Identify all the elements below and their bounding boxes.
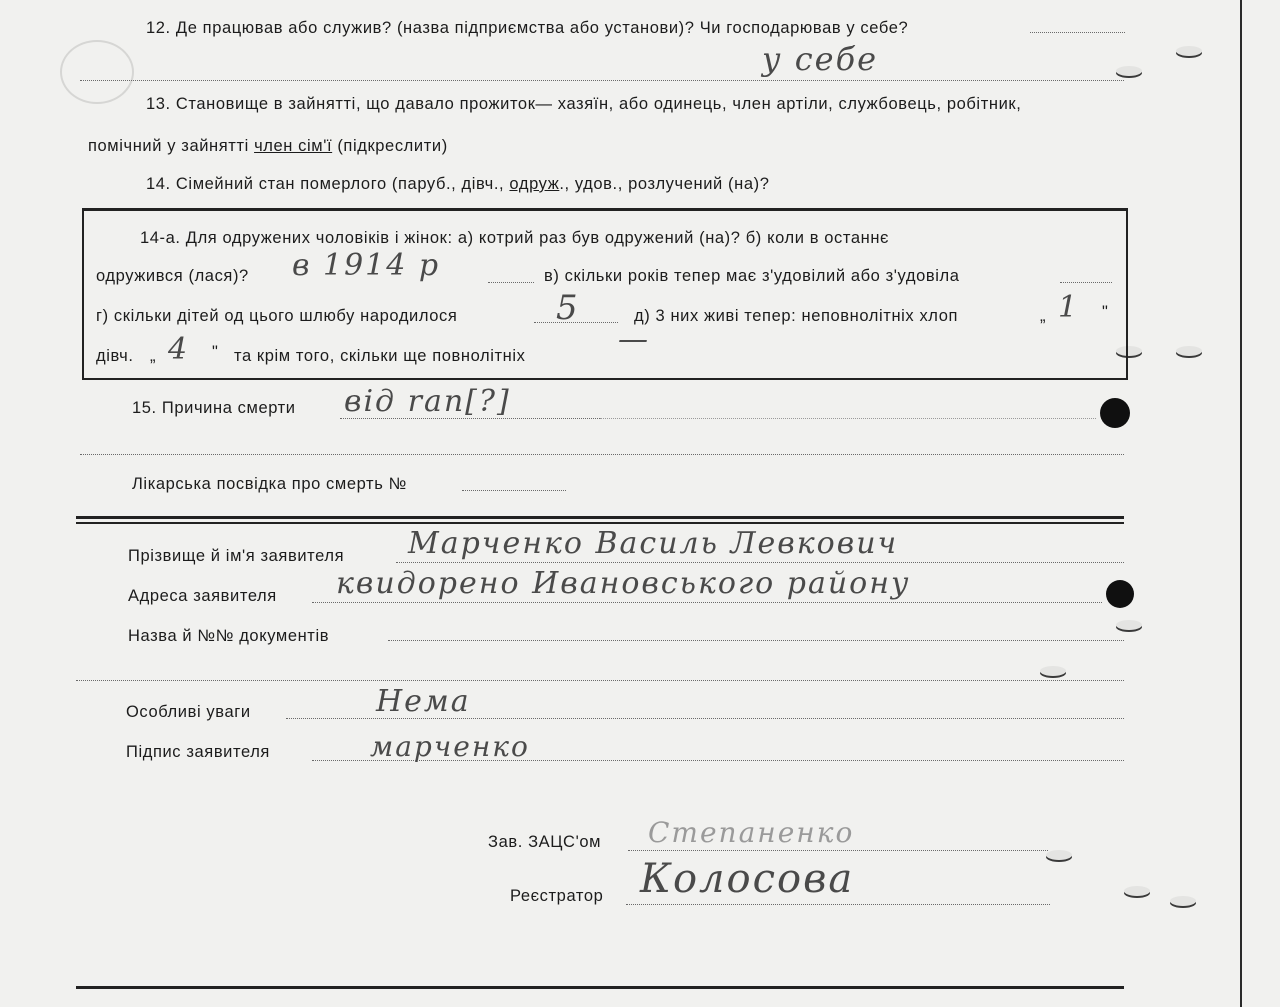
paper-tear: [1116, 66, 1142, 76]
q15-label: 15. Причина смерти: [132, 399, 296, 417]
q14-underlined-choice: одруж: [509, 175, 560, 193]
paper-tear: [1040, 666, 1066, 676]
registrar-line: [626, 904, 1050, 905]
adults-entry: —: [618, 322, 650, 357]
quote-close: ": [212, 343, 219, 361]
medical-cert-label: Лікарська посвідка про смерть №: [132, 475, 407, 493]
q15-answer-line: [80, 454, 1124, 455]
q14a-dotted-line: [1060, 282, 1112, 283]
q14-label: 14. Сімейний стан померлого (паруб., дівч., одруж., удов., розлучений (на)?: [146, 175, 770, 193]
applicant-name-label: Прізвище й ім'я заявителя: [128, 547, 345, 565]
documents-label: Назва й №№ документів: [128, 627, 330, 645]
remarks-label: Особливі уваги: [126, 703, 251, 721]
paper-tear: [1176, 346, 1202, 356]
q12-dotted-line: [1030, 32, 1125, 33]
q12-label: 12. Де працював або служив? (назва підприємства або установи)? Чи господарював у себе?: [146, 19, 909, 37]
section-divider: [76, 516, 1124, 519]
paper-tear: [1116, 620, 1142, 630]
registrar-signature: Колосова: [640, 856, 855, 902]
applicant-address-line: [312, 602, 1102, 603]
paper-tear: [1170, 896, 1196, 906]
signature-line: [312, 760, 1124, 761]
signature-label: Підпис заявителя: [126, 743, 270, 761]
punch-hole: [1100, 398, 1130, 428]
remarks-line: [286, 718, 1124, 719]
paper-tear: [1046, 850, 1072, 860]
q14a-label-line4a: дівч.: [96, 347, 134, 365]
documents-line: [388, 640, 1124, 641]
q12-handwritten-answer: у себе: [762, 40, 879, 78]
q14a-label-line3a: г) скільки дітей од цього шлюбу народилося: [96, 307, 458, 325]
quote-close: ": [1102, 303, 1109, 321]
applicant-name-line: [396, 562, 1124, 563]
q14a-dotted-line: [488, 282, 534, 283]
quote-open: „: [150, 347, 157, 365]
page-edge-line: [1240, 0, 1242, 1007]
q13-label-line2: помічний у зайнятті член сім'ї (підкреслити): [88, 137, 448, 155]
paper-tear: [1176, 46, 1202, 56]
q14a-label-line2b: в) скільки років тепер має з'удовілий або з'удовіла: [544, 267, 960, 285]
head-line: [628, 850, 1048, 851]
paper-tear: [1124, 886, 1150, 896]
children-born-entry: 5: [556, 288, 580, 328]
marriage-year-entry: в 1914 р: [292, 248, 441, 283]
cause-of-death-entry: від ran[?]: [344, 384, 511, 419]
head-name-entry: Степаненко: [648, 816, 855, 849]
minor-girls-entry: 4: [168, 332, 190, 367]
bottom-divider: [76, 986, 1124, 989]
q15-dotted-line: [600, 418, 1096, 419]
documents-line-2: [76, 680, 1124, 681]
quote-open: „: [1040, 307, 1047, 325]
medical-cert-line: [462, 490, 566, 491]
applicant-address-label: Адреса заявителя: [128, 587, 277, 605]
q13-underlined-choice: член сім'ї: [254, 137, 333, 155]
punch-hole: [1106, 580, 1134, 608]
registrar-label: Реєстратор: [510, 887, 604, 905]
q14a-label-line4b: та крім того, скільки ще повнолітніх: [234, 347, 526, 365]
applicant-address-entry: квидорено Ивановського району: [336, 566, 911, 601]
q13-label-line1: 13. Становище в зайнятті, що давало прожиток— хазяїн, або одинець, член артіли, службовець, робітник,: [146, 95, 1022, 113]
applicant-name-entry: Марченко Василь Левкович: [408, 526, 899, 561]
head-label: Зав. ЗАЦС'ом: [488, 833, 602, 851]
faint-stamp-mark: [60, 40, 134, 104]
remarks-entry: Нема: [376, 684, 471, 719]
applicant-signature: марченко: [370, 730, 530, 763]
q14a-label-line2a: одружився (лася)?: [96, 267, 249, 285]
q15-dotted-line: [340, 418, 600, 419]
minor-boys-entry: 1: [1058, 290, 1080, 325]
section-divider: [76, 522, 1124, 524]
q12-answer-line: [80, 80, 1124, 81]
q14a-label-line3b: д) 3 них живі тепер: неповнолітніх хлоп: [634, 307, 959, 325]
q14a-label-line1: 14-а. Для одружених чоловіків і жінок: а) котрий раз був одружений (на)? б) коли в останнє: [140, 229, 890, 247]
